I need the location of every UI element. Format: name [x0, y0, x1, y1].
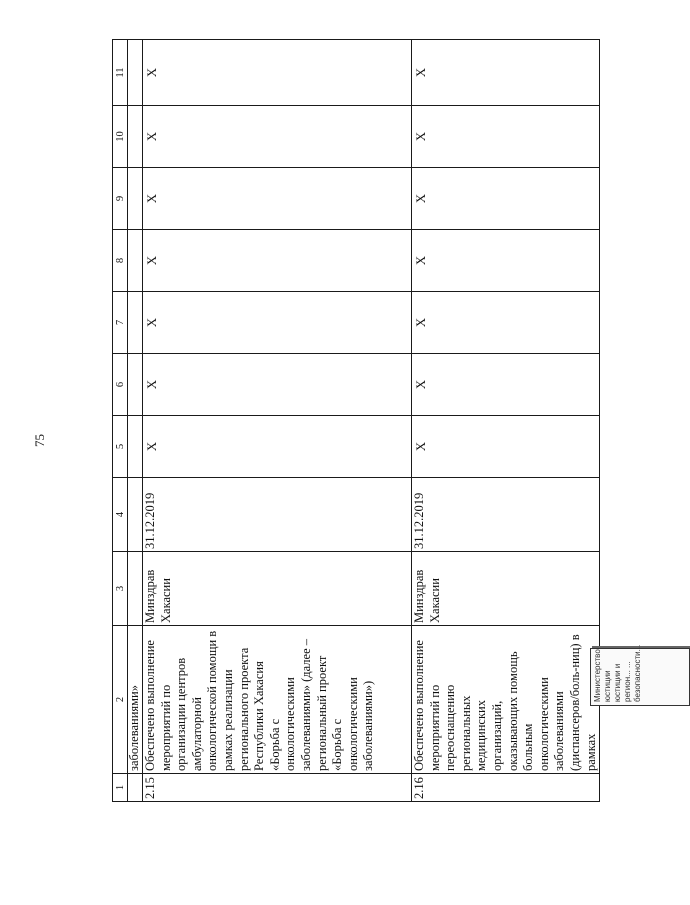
stamp-line: юстиции и регион... ...: [613, 661, 632, 702]
col-header: 1: [113, 774, 128, 802]
row-mark: X: [412, 230, 600, 292]
col-header: 7: [113, 292, 128, 354]
row-mark: X: [412, 416, 600, 478]
col-header: 4: [113, 478, 128, 552]
row-mark: X: [143, 416, 412, 478]
col-header: 8: [113, 230, 128, 292]
continuation-row: [128, 40, 143, 802]
row-number: 2.16: [412, 774, 600, 802]
row-date: 31.12.2019: [412, 478, 600, 552]
row-executor: Минздрав Хакасии: [412, 552, 600, 626]
row-mark: X: [143, 106, 412, 168]
row-mark: X: [143, 292, 412, 354]
row-number: 2.15: [143, 774, 412, 802]
row-mark: X: [412, 106, 600, 168]
col-header: 9: [113, 168, 128, 230]
col-header: 11: [113, 40, 128, 106]
document-table-wrapper: [112, 40, 598, 802]
stamp-line: безопасности...: [633, 644, 642, 702]
continuation-text: заболеваниями»: [128, 626, 143, 774]
row-description: Обеспечено выполнение мероприятий по переоснащению региональных медицинских организаций, оказывающих помощь больным онкологическими заболеваниями (диспансеров/боль-ниц) в рамках: [412, 626, 600, 774]
table-row: [412, 40, 600, 802]
col-header: 3: [113, 552, 128, 626]
row-mark: X: [143, 230, 412, 292]
row-mark: X: [412, 292, 600, 354]
row-mark: X: [143, 40, 412, 106]
stamp-line: Министерство юстиции: [593, 649, 612, 702]
page-number: 75: [32, 434, 47, 447]
row-description: Обеспечено выполнение мероприятий по организации центров амбулаторной онкологической помощи в рамках реализации регионального проекта Республики Хакасия «Борьба с онкологическими заболеваниями» (далее – региональный проект «Борьба с онкологическими заболеваниями»): [143, 626, 412, 774]
table-row: [143, 40, 412, 802]
registration-stamp: [590, 644, 690, 706]
col-header: 10: [113, 106, 128, 168]
row-mark: X: [412, 168, 600, 230]
header-row: [113, 40, 128, 802]
row-mark: X: [143, 168, 412, 230]
col-header: 2: [113, 626, 128, 774]
row-mark: X: [412, 40, 600, 106]
col-header: 5: [113, 416, 128, 478]
row-mark: X: [143, 354, 412, 416]
col-header: 6: [113, 354, 128, 416]
row-executor: Минздрав Хакасии: [143, 552, 412, 626]
row-mark: X: [412, 354, 600, 416]
row-date: 31.12.2019: [143, 478, 412, 552]
activity-table: [112, 39, 600, 802]
